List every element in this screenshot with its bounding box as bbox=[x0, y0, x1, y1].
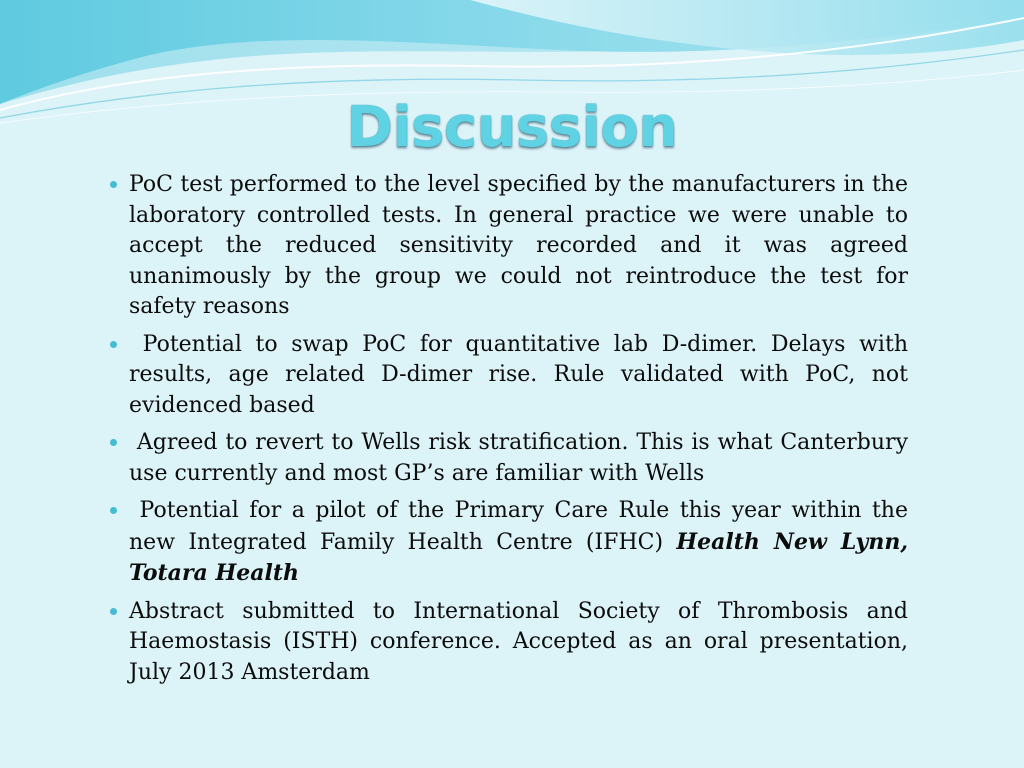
slide-title: Discussion bbox=[346, 95, 678, 160]
bullet-emphasis: Health New Lynn, Totara Health bbox=[129, 528, 908, 586]
bullet-item bbox=[108, 428, 916, 489]
bullet-item bbox=[108, 597, 908, 689]
bullet-dot-icon bbox=[110, 439, 117, 446]
bullet-text: Potential to swap PoC for quantitative lab D-dimer. Delays with results, age related D-dimer rise. Rule validated with PoC, not evidenced based bbox=[129, 331, 915, 418]
bullet-text: PoC test performed to the level specified by the manufacturers in the laboratory controlled tests. In general practice we were unable to accept the reduced sensitivity recorded and it was agreed unanimously by the group we could not reintroduce the test for safety reasons bbox=[129, 172, 908, 319]
bullet-dot-icon bbox=[110, 341, 117, 348]
bullet-dot-icon bbox=[110, 608, 117, 615]
bullet-dot-icon bbox=[110, 507, 117, 514]
bullet-list bbox=[108, 170, 916, 695]
bullet-text: Potential for a pilot of the Primary Care Rule this year within the new Integrated Family Health Centre (IFHC) bbox=[129, 498, 915, 555]
bullet-item bbox=[108, 496, 915, 590]
bullet-text: Agreed to revert to Wells risk stratification. This is what Canterbury use currently and most GP’s are familiar with Wells bbox=[129, 430, 916, 486]
bullet-item bbox=[108, 330, 915, 422]
bullet-text: Abstract submitted to International Society of Thrombosis and Haemostasis (ISTH) conference. Accepted as an oral presentation, July 2013 Amsterdam bbox=[129, 598, 908, 685]
bullet-item bbox=[108, 170, 908, 323]
bullet-dot-icon bbox=[110, 181, 117, 188]
